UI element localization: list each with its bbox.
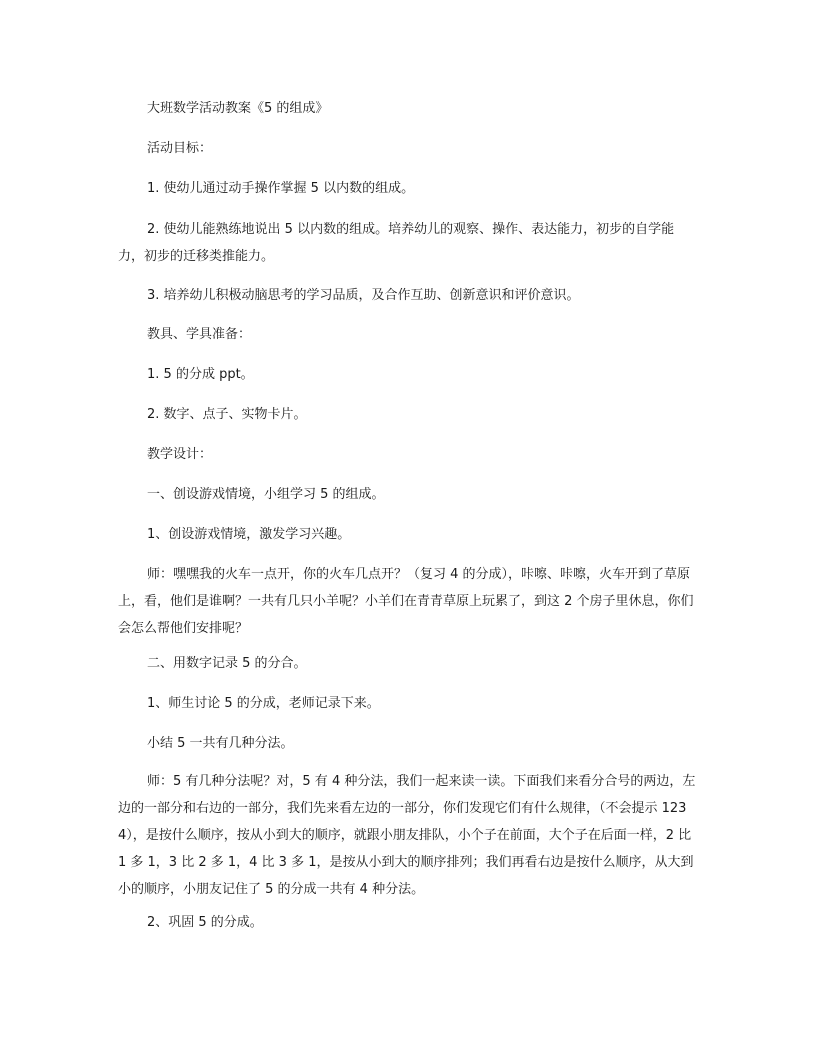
teacher-dialogue-1: 师：嘿嘿我的火车一点开，你的火车几点开？（复习 4 的分成），咔嚓、咔嚓，火车开到了草原上，看，他们是谁啊？一共有几只小羊呢？小羊们在青青草原上玩累了，到这 2 个房子里休息，你们会怎么帮他们安排呢？ (118, 567, 694, 636)
goal-item-3: 3. 培养幼儿积极动脑思考的学习品质，及合作互助、创新意识和评价意识。 (147, 288, 580, 303)
section-heading-goals: 活动目标： (147, 141, 213, 156)
document-title: 大班数学活动教案《5 的组成》 (147, 101, 329, 116)
summary-line: 小结 5 一共有几种分法。 (147, 736, 294, 751)
design-step-1-1: 1、创设游戏情境，激发学习兴趣。 (147, 527, 351, 542)
goal-item-1: 1. 使幼儿通过动手操作掌握 5 以内数的组成。 (147, 181, 415, 196)
goal-item-2: 2. 使幼儿能熟练地说出 5 以内数的组成。培养幼儿的观察、操作、表达能力，初步的自学能力，初步的迁移类推能力。 (118, 222, 675, 264)
design-part-1-heading: 一、创设游戏情境，小组学习 5 的组成。 (147, 487, 385, 502)
design-part-2-heading: 二、用数字记录 5 的分合。 (147, 656, 307, 671)
teacher-dialogue-2: 师：5 有几种分法呢？对，5 有 4 种分法，我们一起来读一读。下面我们来看分合号的两边，左边的一部分和右边的一部分，我们先来看左边的一部分，你们发现它们有什么规律，（不会提示 1234），是按什么顺序，按从小到大的顺序，就跟小朋友排队，小个子在前面，大个子在后面一样，2 比 1 多 1，3 比 2 多 1，4 比 3 多 1，是按从小到大的顺序排列；我们再看右边是按什么顺序，从大到小的顺序，小朋友记住了 5 的分成一共有 4 种分法。 (118, 774, 696, 897)
material-item-2: 2. 数字、点子、实物卡片。 (147, 407, 307, 422)
section-heading-materials: 教具、学具准备： (147, 327, 252, 342)
design-step-2-2: 2、巩固 5 的分成。 (147, 915, 263, 930)
section-heading-design: 教学设计： (147, 447, 213, 462)
material-item-1: 1. 5 的分成 ppt。 (147, 367, 254, 382)
design-step-2-1: 1、师生讨论 5 的分成，老师记录下来。 (147, 696, 380, 711)
